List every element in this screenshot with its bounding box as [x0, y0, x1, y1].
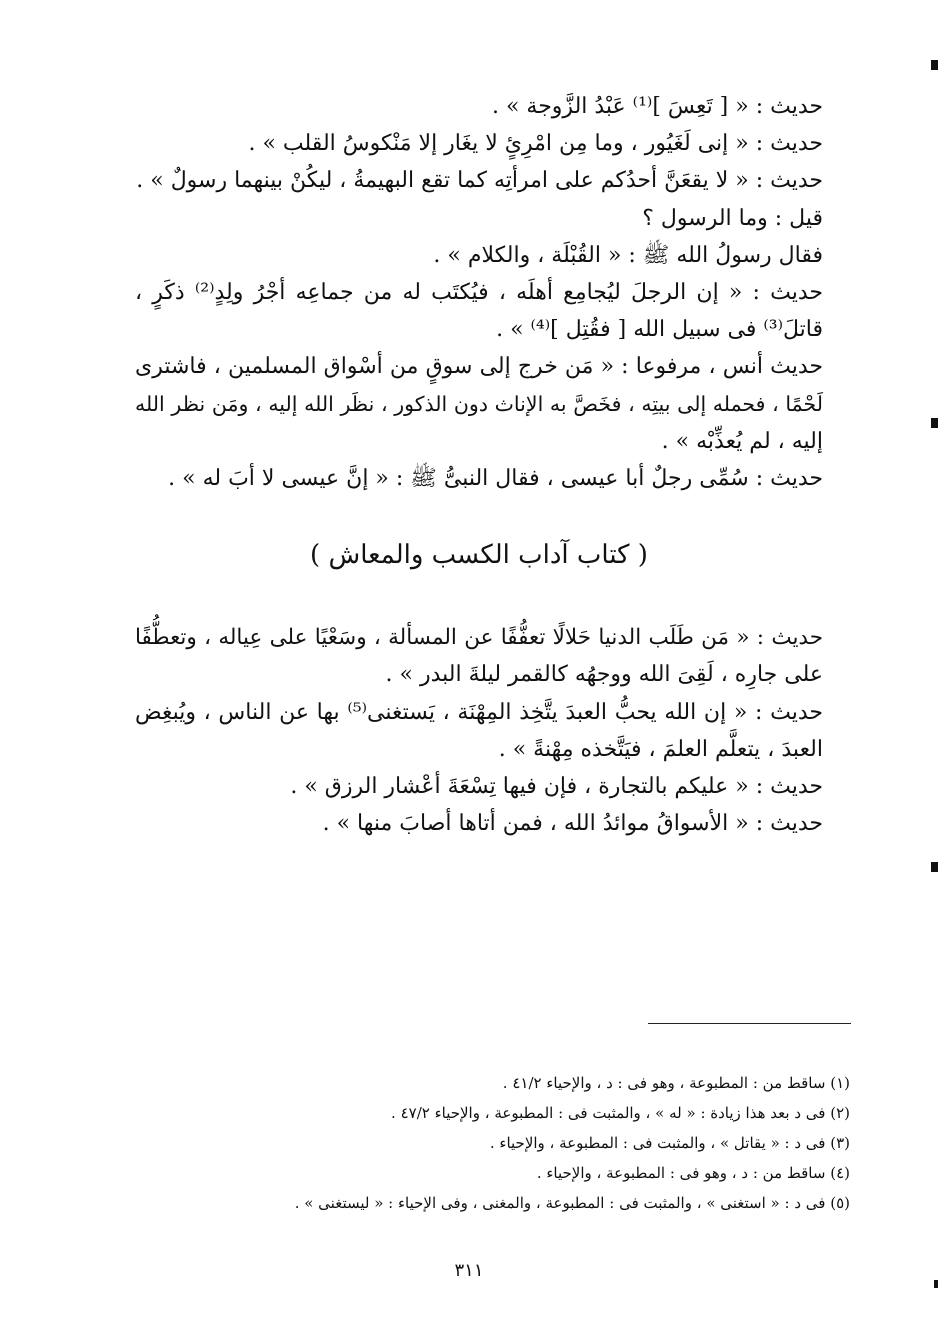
- scan-edge-mark: [934, 1280, 938, 1288]
- scan-edge-mark: [931, 418, 938, 428]
- text-line: لَحْمًا ، فحمله إلى بيتِه ، فخَصَّ به الإناث دون الذكور ، نظَر الله إليه ، ومَن نظر الله: [135, 391, 823, 416]
- text-line: حديث : « إن الله يحبُّ العبدَ يتَّخِذ المِهْنَة ، يَستغنى⁽⁵⁾ بها عن الناس ، ويُبغِض: [135, 699, 823, 725]
- footnote: (٥) فى د : « استغنى » ، والمثبت فى : المطبوعة ، والمغنى ، وفى الإحياء : « ليستغنى » .: [294, 1194, 850, 1212]
- text-line: حديث : « إنى لَغَيُور ، وما مِن امْرِئٍ لا يغَار إلا مَنْكوسُ القلب » .: [248, 131, 823, 157]
- footnote: (٣) فى د : « يقاتل » ، والمثبت فى : المطبوعة ، والإحياء .: [489, 1134, 850, 1152]
- footnote: (٤) ساقط من : د ، وهو فى : المطبوعة ، والإحياء .: [536, 1164, 850, 1182]
- text-line: على جارِه ، لَقِىَ الله ووجهُه كالقمر ليلةَ البدر » .: [385, 662, 823, 688]
- text-line: حديث : « عليكم بالتجارة ، فإن فيها تِسْعَةَ أعْشار الرزق » .: [290, 774, 823, 800]
- text-line: حديث : « مَن طَلَب الدنيا حَلالًا تعفُّفًا عن المسألة ، وسَعْيًا على عِياله ، وتعطُّفًا: [135, 625, 823, 651]
- text-line: قاتلَ⁽³⁾ فى سبيل الله [ فقُتِل ]⁽⁴⁾ » .: [496, 317, 823, 343]
- scan-edge-mark: [931, 60, 938, 70]
- text-line: إليه ، لم يُعذِّبْه » .: [661, 428, 823, 454]
- scan-edge-mark: [931, 862, 938, 872]
- text-line: حديث أنس ، مرفوعا : « مَن خرج إلى سوقٍ من أسْواق المسلمين ، فاشترى: [135, 354, 823, 380]
- text-line: حديث : « لا يقعَنَّ أحدُكم على امرأتِه كما تقع البهيمةُ ، ليكُنْ بينهما رسولٌ » .: [136, 168, 823, 194]
- footnote: (١) ساقط من : المطبوعة ، وهو فى : د ، والإحياء ٤١/٢ .: [502, 1074, 850, 1092]
- main-text: [135, 88, 823, 842]
- text-line: العبدَ ، يتعلَّم العلمَ ، فيَتَّخذه مِهْنةً » .: [498, 736, 823, 762]
- page-number: ٣١١: [454, 1260, 484, 1281]
- text-line: فقال رسولُ الله ﷺ : « القُبْلَة ، والكلام » .: [433, 242, 823, 268]
- text-line: حديث : « الأسواقُ موائدُ الله ، فمن أتاها أصابَ منها » .: [322, 811, 823, 837]
- section-heading: ( كتاب آداب الكسب والمعاش ): [310, 540, 648, 571]
- footnote-divider: [648, 1023, 851, 1024]
- footnotes: [200, 1068, 850, 1218]
- text-line: حديث : سُمِّى رجلٌ أبا عيسى ، فقال النبىُّ ﷺ : « إنَّ عيسى لا أبَ له » .: [168, 466, 823, 492]
- text-line: قيل : وما الرسول ؟: [642, 205, 823, 231]
- text-line: حديث : « [ تَعِسَ ]⁽¹⁾ عَبْدُ الزَّوجة » .: [491, 94, 823, 119]
- footnote: (٢) فى د بعد هذا زيادة : « له » ، والمثبت فى : المطبوعة ، والإحياء ٤٧/٢ .: [391, 1104, 850, 1122]
- text-line: حديث : « إن الرجلَ ليُجامِع أهلَه ، فيُكتَب له من جماعِه أجْرُ ولِدٍ⁽²⁾ ذكَرٍ ،: [135, 280, 823, 306]
